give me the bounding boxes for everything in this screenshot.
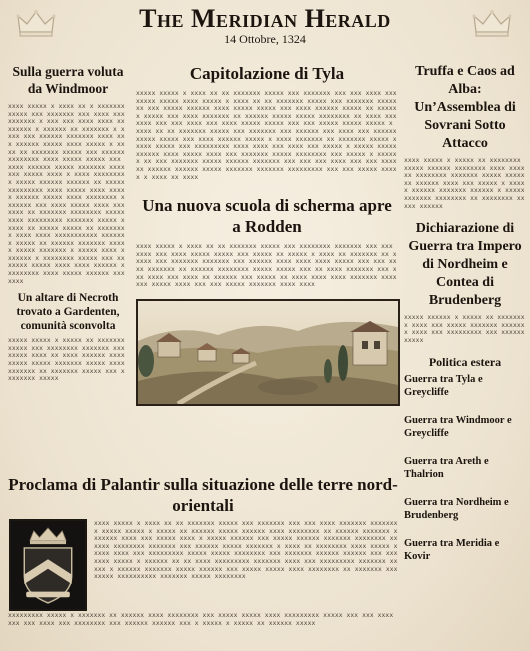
article-headline[interactable]: Un altare di Necroth trovato a Gardenten, comunità sconvolta (16, 292, 120, 333)
masthead (0, 4, 530, 47)
article-headline[interactable]: Dichiarazione di Guerra tra Impero di Nordheim e Contea di Brudenberg (408, 221, 522, 309)
list-item[interactable]: Guerra tra Tyla e Greycliffe (404, 373, 483, 398)
article-body: xxxxx xxxxxx x xxxxx xx xxxxxxxx xxxx xxx xxxxx xxxxxxx xxxxxxx xxxx xxx xxxxxxxxx xxx xxxxxx xxxxx (404, 314, 525, 344)
foreign-policy-list (404, 373, 526, 563)
list-item[interactable]: Guerra tra Windmoor e Greycliffe (404, 414, 512, 439)
article-headline[interactable]: Capitolazione di Tyla (189, 64, 345, 83)
newspaper-name: The Meridian Herald (139, 4, 391, 33)
list-item[interactable]: Guerra tra Nordheim e Brudenberg (404, 496, 509, 521)
article-body: xxxxx xxxxx x xxxxx xx xxxxxxx xxxxx xxx xxxxxxxx xxxxxxx xxxxxxxx xxxx xx xxxx xxxxxx xxxxxxxxx xxxxx xxxxxxx xxxxx xxxx xxxxxxx xx xxxxxxx xxxxx xxx xxxxxxxx xxxxx (8, 337, 125, 383)
article-headline[interactable]: Proclama di Palantir sulla situazione delle terre nord-orientali (8, 475, 398, 515)
article-body: xxxxx xxxxx x xxxx xx xx xxxxxxx xxxxx xxx xxxxxxx xxx xxx xxxx xxx xxxxx xxxxx xxxx xxxxx x xxxx xx xx xxxxxxx xxxxx xxx xxxxxxx xxxxxxx xxx xxxxx xxxxxx xxxx xxxxx xxxxx xxx xxxx xxxxxx xxxxx xx xxxxx x xxxxx xxx xxxx xxxxxxx xx xxxxxx xxxxx xxxxx xxxxxxxx xx xxxx xxxxxxx xxx xxx xxxx xxx xxxx xxxxx xxxxx xxx xxx xxxxx xxxxx xxxxx x xxxx xx xx xxxxxxx xxxxx xxx xxxxxxx xxx xxxxxx xxx xxxx xxx xxxxxx xxxxx xxxxx xxx xxxx xxxxxx xxxxx x xxxx xxxxxxx xx xxxxxxx xxxxx xxxxx xxxxx xxx xxxxxxxxx xxxx xxxx xxx xxxx xxx xxxxx x xxxxx xxxxx xxxxxx xxxx xxxxx xxxx xxx xxxxxxx xxxxx xxxxxxxx xxx xxxxx x xxxxxx xx xxx xxxxxxx xxxxx xxxxxx xxxxxxx xxx xxx xxx xxxx xxx xxx xxxxxx xxxxxx xxxxxx xxxxx xxxxxxx xxxxxxx xxxxxxxxx xxx xxx xxxxx xxxxx x xxxx xx xxxx (136, 90, 397, 181)
article-headline[interactable]: Una nuova scuola di scherma apre a Rodden (142, 196, 392, 237)
left-column (8, 63, 128, 383)
article-body: xxxx xxxxx x xxxx xx xx xxxxxxx xxxxx xxx xxxxxxx xxx xxx xxxx xxxxxxx xxxxxxxx xxxxx xxxxx x xxxxx xx xxxxxx xxxxx xxxxxx xxxx xxxxxxxx xx xxxxxx xxxxxxx xxxxxxx xxxx xxx xxxxx xxxx x xxxxx xxxxxx xxx xxxxx xxxxxx xxxxxxx xxxxxxxx xxxxxx xxxxxxxx xxxxxxx xxx xxxxxx xxxxx xxxxxxx x xxxx xx xxxxxxxx xxxx xxxxx xxxxx xxxx xxx xxxxxxxxx xxxxx xxxxx xxxxxxxx xxx xxxxxxx xxxxxx xxxxxx xxx xxxxxxx xxxxx x xxxxxx xx xx xxxx xxxxxxxxx xxxxxxx xxxx xxx xxxxxxxxx xxxxxxx xxxxx x xxxxxx xxxxxxx xxxxx xxxxxx xxx xxxxx xxxxx xxxx xxxxxxxx xx xxxxxxx xxxxxxxx xxxxxxxxxx xxxxxxx xxxxx xxxxxxxx (94, 520, 398, 581)
article-headline[interactable]: Truffa e Caos ad Alba: Un’Assemblea di Sovrani Sotto Attacco (414, 64, 516, 151)
right-column (404, 63, 526, 578)
village-illustration (136, 299, 400, 406)
article-body: xxxx xxxxx x xxxx xx x xxxxxxx xxxxx xxx xxxxxxx xxx xxxx xxx xxxxxxx x xxx xxx xxxx xxxx xxxxxxxx x xxxxxx xx xxxxxxx x xxxx xxx xxxxxx xxxxxxx xxxx xxx xxxxxx xxxxx xxxx xxxxx x xxxx xx xxxxxxx xxxxx xxx xxxxxx xxxxxxxx xxxx xxxxx xxxxx xxx xxxx xxxxxx xxxxx xxxxxxx xxxxxxx xxxxx xxxx x xxxx xxxxxxxxx xxxxx xxxxxx xxxxxx xx xxxxx xxxxxxxxx xxxx xxxxx xxxx xxxxx xxxxxx xxxxx xxxx xxxxxxxx xxxxxxx xxx xxxx xxxxx xxxx xxxxxxx xx xxxxxxx xxxxxxxx xxxxx xxxx xxxxxxxxx xxxxxxx xxxxx xxxxx xx xxxxx xxxxx xx xxxxxxxx xxxx xxxx xxxxxxxxxxx xxxxxxx xxxxx xx xxxxxx xxxxxxx xxxxx xxxxx xxxxxxx x xxxxx xxxx xxxxxxx x xxxxxxxx xxxxx xxx xxxxxxx xxxxx xxxx xxxx xxxxxx xxxxxxxxx xxxx xxxxx xxxxxx xxxxxxx (8, 103, 125, 285)
center-column (136, 63, 398, 406)
article-body: xxxx xxxxx x xxxx xx xx xxxxxxx xxxxx xxx xxxxxxxx xxxxxxx xxx xxx xxxx xxx xxxx xxxxx xxxxx xxx xxxxx xx xxxxx x xxxx xx xxxxxxx xx xxxxx xxx xxxxxxx xxxxxxx xxx xxxxxx xxxx xxxx xxxx xxxxx xxx xxx xxxx xxxxxxx xx xxxxxx xxxxxxxx xxxxx xxxxx xxx xx xxxx xxxxxxx xxx xxx xxxx xxx xxxx xx xxxxxx xxx xxxxx xx xxxx xxxx xxxx xxxxxxx xxxxxxx xxxxx xxxx xxx xxx xxxxx xxxxxxx xxxx xxxx (136, 243, 397, 289)
coat-of-arms-icon (9, 519, 87, 611)
foreign-policy-title: Politica estera (428, 354, 502, 369)
article-body: xxxx xxxxx x xxxxx xx xxxxxxxx xxxxx xxxxxx xxxxxxxx xxxx xxxxxx xxxxxxxx xxxxxxx xxxxx xxxxxxx xxxxxx xxxx xxx xxxxx x xxxxx xxxxxx xxxxxxx xxxxxx x xxxxx xxxxxxx xxxxxxxx xx xxxxxxxx xxxxx xxxxxx (404, 157, 525, 210)
article-headline[interactable]: Sulla guerra voluta da Windmoor (12, 64, 124, 96)
issue-date: 14 Ottobre, 1324 (224, 32, 306, 46)
list-item[interactable]: Guerra tra Meridia e Kovir (404, 537, 500, 562)
list-item[interactable]: Guerra tra Areth e Thalrion (404, 455, 489, 480)
article-body-continued: xxxxxxxxx xxxxx x xxxxxxx xx xxxxxx xxxx xxxxxxxx xxx xxxxx xxxxx xxxx xxxxxxxxx xxxxx xxx xxx xxxx xxx xxx xxxx xxx xxxxxxxx xxx xxxxxx xxxxxx xxx x xxxxx x xxxxx xx xxxxxx xxxxx (8, 612, 394, 627)
